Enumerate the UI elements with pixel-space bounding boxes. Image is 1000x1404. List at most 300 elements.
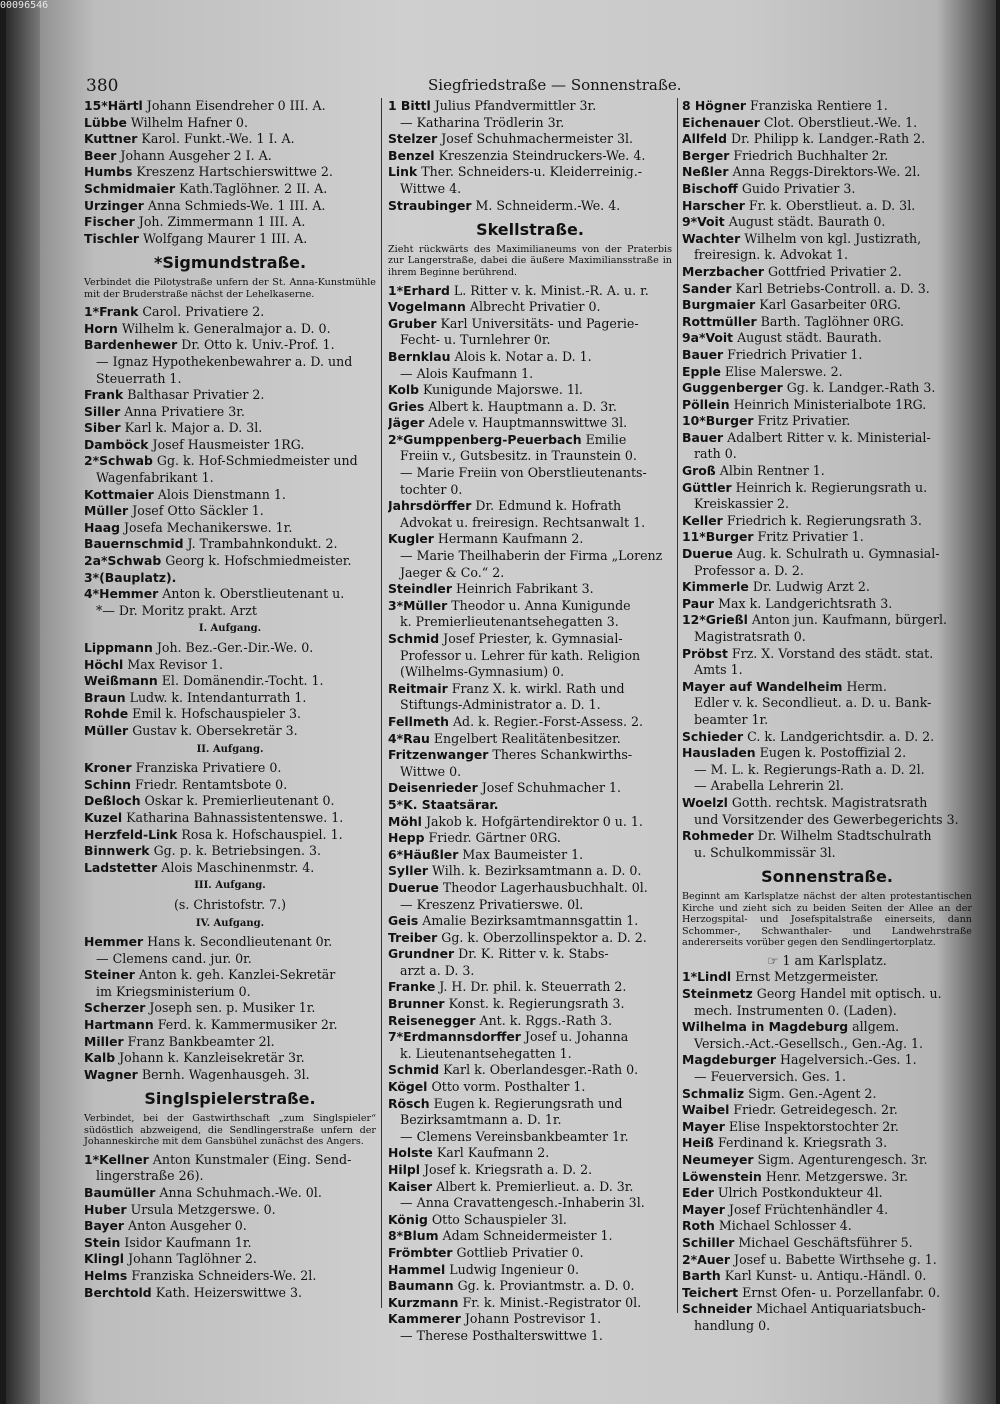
directory-entry [388, 148, 672, 165]
entry-name: 4*Rau [388, 730, 430, 746]
entry-name: Wachter [682, 230, 741, 246]
directory-entry [682, 264, 972, 281]
entry-name: Grundner [388, 946, 455, 962]
entry-details: — Clemens cand. jur. 0r. [96, 950, 252, 966]
entry-details: Dr. K. Ritter v. k. Stabs- [458, 946, 609, 962]
directory-entry [84, 148, 376, 165]
entry-continuation [388, 1112, 672, 1129]
entry-details: Barth. Taglöhner 0RG. [760, 313, 905, 329]
entry-details: Engelbert Realitätenbesitzer. [433, 730, 621, 746]
entry-name: Kögel [388, 1079, 428, 1095]
entry-name: Kolb [388, 382, 420, 398]
entry-name: Frömbter [388, 1244, 453, 1260]
directory-entry [682, 1135, 972, 1152]
directory-entry [388, 880, 672, 897]
directory-entry [388, 714, 672, 731]
entry-name: Merzbacher [682, 263, 764, 279]
entry-name: Löwenstein [682, 1168, 762, 1184]
entry-details: Josef k. Kriegsrath a. D. 2. [424, 1162, 593, 1177]
entry-details: L. Ritter v. k. Minist.-R. A. u. r. [453, 282, 649, 298]
entry-name: Waibel [682, 1102, 730, 1118]
entry-name: 7*Erdmannsdorffer [388, 1029, 521, 1045]
entry-continuation [388, 115, 672, 132]
entry-details: Gg. k. Oberzollinspektor a. D. 2. [441, 929, 647, 945]
entry-details: Dr. Edmund k. Hofrath [475, 498, 622, 514]
entry-details: mech. Instrumenten 0. (Laden). [694, 1002, 897, 1018]
entry-name: König [388, 1211, 428, 1227]
entry-name: Siller [84, 403, 121, 419]
entry-details: Adam Schneidermeister 1. [442, 1228, 613, 1244]
scan-id: 00096546 [0, 0, 49, 11]
entry-details: Friedrich Buchhalter 2r. [733, 147, 889, 163]
entry-details: Adele v. Hauptmannswittwe 3l. [428, 415, 628, 431]
directory-entry [388, 1179, 672, 1196]
directory-entry [682, 828, 972, 845]
entry-details: Joh. Zimmermann 1 III. A. [138, 214, 306, 230]
stairway-heading: III. Aufgang. [194, 880, 266, 892]
entry-details: k. Premierlieutenantsehegatten 3. [400, 614, 619, 630]
street-heading: Singlspielerstraße. [144, 1089, 316, 1109]
entry-name: Woelzl [682, 794, 728, 810]
entry-details: Hans k. Secondlieutenant 0r. [147, 934, 333, 950]
entry-name: Stelzer [388, 131, 438, 147]
entry-name: Reisenegger [388, 1012, 476, 1028]
entry-details: Anton jun. Kaufmann, bürgerl. [751, 612, 948, 628]
directory-entry [388, 681, 672, 698]
entry-details: Julius Pfandvermittler 3r. [434, 98, 597, 113]
directory-entry [84, 520, 376, 537]
entry-details: im Kriegsministerium 0. [96, 983, 251, 999]
directory-entry [388, 1228, 672, 1245]
entry-name: Rohde [84, 706, 129, 722]
directory-entry [84, 453, 376, 470]
directory-entry [84, 1152, 376, 1169]
entry-details: Anna Reggs-Direktors-We. 2l. [732, 164, 921, 180]
directory-entry [682, 1301, 972, 1318]
directory-entry [84, 487, 376, 504]
entry-continuation [682, 1003, 972, 1020]
directory-entry [84, 843, 376, 860]
entry-details: Kath.Taglöhner. 2 II. A. [179, 180, 328, 196]
entry-name: Höchl [84, 656, 124, 672]
entry-details: Georg Handel mit optisch. u. [756, 986, 942, 1002]
directory-entry [84, 810, 376, 827]
directory-entry [388, 814, 672, 831]
entry-details: Sigm. Gen.-Agent 2. [748, 1085, 877, 1101]
entry-name: Berchtold [84, 1284, 152, 1300]
directory-entry [682, 679, 972, 696]
entry-details: — Therese Posthalterswittwe 1. [400, 1327, 603, 1343]
entry-name: Teichert [682, 1284, 739, 1300]
entry-details: Ferdinand k. Kriegsrath 3. [717, 1135, 888, 1151]
entry-continuation [682, 563, 972, 580]
entry-name: Humbs [84, 164, 133, 180]
entry-details: Konst. k. Regierungsrath 3. [448, 996, 625, 1012]
column-right [682, 98, 972, 1335]
entry-name: Herzfeld-Link [84, 826, 178, 842]
entry-details: Wilhelm von kgl. Justizrath, [744, 230, 922, 246]
directory-entry [388, 747, 672, 764]
entry-name: Horn [84, 320, 118, 336]
entry-name: Siber [84, 420, 121, 436]
column-left [84, 98, 376, 1301]
entry-name: Rohmeder [682, 828, 754, 844]
directory-entry [388, 399, 672, 416]
directory-entry [388, 498, 672, 515]
entry-name: Steinmetz [682, 986, 753, 1002]
entry-details: Gg. k. Hof-Schmiedmeister und [156, 453, 358, 469]
entry-details: Amts 1. [694, 662, 743, 678]
directory-entry [84, 690, 376, 707]
directory-entry [388, 415, 672, 432]
entry-name: 2a*Schwab [84, 553, 162, 569]
directory-entry [682, 430, 972, 447]
entry-details: Jaeger & Co.“ 2. [400, 564, 505, 580]
entry-name: Kottmaier [84, 486, 154, 502]
entry-details: Karl k. Major a. D. 3l. [124, 420, 263, 436]
entry-details: Magistratsrath 0. [694, 629, 806, 644]
entry-details: — Feuerversich. Ges. 1. [694, 1069, 846, 1085]
entry-name: Wilhelma in Magdeburg [682, 1019, 849, 1035]
entry-continuation [682, 446, 972, 463]
entry-details: Wilhelm k. Generalmajor a. D. 0. [121, 320, 331, 336]
entry-details: Otto vorm. Posthalter 1. [431, 1079, 586, 1095]
directory-entry [682, 148, 972, 165]
entry-continuation [388, 1195, 672, 1212]
directory-entry [388, 797, 672, 814]
directory-entry [84, 1034, 376, 1051]
entry-details: Aug. k. Schulrath u. Gymnasial- [736, 546, 940, 562]
entry-details: Otto Schauspieler 3l. [431, 1211, 567, 1227]
entry-name: Tischler [84, 230, 140, 246]
directory-entry [388, 913, 672, 930]
entry-details: Stiftungs-Administrator a. D. 1. [400, 697, 601, 713]
entry-name: 1*Kellner [84, 1151, 149, 1167]
entry-details: beamter 1r. [694, 711, 769, 727]
entry-continuation [84, 470, 376, 487]
directory-entry [682, 579, 972, 596]
entry-details: Katharina Bahnassistentenswe. 1. [126, 809, 344, 825]
entry-continuation [84, 984, 376, 1001]
entry-continuation [388, 366, 672, 383]
directory-entry [388, 1311, 672, 1328]
entry-name: Baumüller [84, 1185, 156, 1200]
directory-entry [682, 347, 972, 364]
directory-entry [388, 780, 672, 797]
entry-name: 5*K. Staatsärar. [388, 796, 499, 812]
entry-details: — Ignaz Hypothekenbewahrer a. D. und [96, 353, 353, 369]
entry-name: Stein [84, 1234, 121, 1250]
entry-details: Kreszenzia Steindruckers-We. 4. [438, 147, 646, 163]
entry-details: arzt a. D. 3. [400, 962, 475, 978]
entry-details: handlung 0. [694, 1317, 771, 1333]
entry-name: Benzel [388, 147, 435, 163]
directory-entry [682, 969, 972, 986]
entry-details: Alois k. Notar a. D. 1. [454, 348, 592, 364]
entry-continuation [84, 371, 376, 388]
entry-details: Joh. Bez.-Ger.-Dir.-We. 0. [156, 640, 314, 655]
entry-details: Franz X. k. wirkl. Rath und [451, 680, 625, 696]
entry-details: Georg k. Hofschmiedmeister. [165, 553, 352, 569]
entry-name: Hausladen [682, 745, 756, 761]
entry-name: Schinn [84, 776, 131, 792]
directory-entry [84, 131, 376, 148]
entry-details: Johann k. Kanzleisekretär 3r. [119, 1050, 305, 1066]
entry-details: — Anna Cravattengesch.-Inhaberin 3l. [400, 1195, 645, 1211]
directory-entry [682, 397, 972, 414]
directory-entry [388, 1145, 672, 1162]
directory-entry [682, 729, 972, 746]
entry-name: Berger [682, 147, 730, 163]
entry-details: Michael Antiquariatsbuch- [755, 1301, 926, 1317]
entry-name: Kuttner [84, 131, 138, 147]
directory-entry [84, 570, 376, 587]
entry-name: Schiller [682, 1234, 735, 1250]
directory-entry [682, 214, 972, 231]
entry-continuation [388, 648, 672, 665]
directory-entry [84, 198, 376, 215]
directory-entry [84, 1251, 376, 1268]
entry-continuation [84, 603, 376, 620]
entry-details: Karol. Funkt.-We. 1 I. A. [141, 131, 295, 147]
entry-name: 15*Härtl [84, 98, 143, 113]
entry-name: Straubinger [388, 197, 472, 213]
entry-details: Versich.-Act.-Gesellsch., Gen.-Ag. 1. [694, 1035, 923, 1051]
entry-details: Elise Inspektorstochter 2r. [728, 1118, 899, 1134]
directory-entry [388, 432, 672, 449]
directory-entry [84, 98, 376, 115]
entry-details: — M. L. k. Regierungs-Rath a. D. 2l. [694, 761, 925, 777]
directory-entry [84, 760, 376, 777]
directory-entry [84, 536, 376, 553]
directory-entry [388, 1245, 672, 1262]
entry-details: Ludw. k. Intendanturrath 1. [129, 689, 307, 705]
entry-details: Gg. k. Proviantmstr. a. D. 0. [457, 1278, 635, 1294]
directory-entry [388, 1295, 672, 1312]
entry-continuation [84, 951, 376, 968]
entry-details: Heinrich Ministerialbote 1RG. [733, 396, 927, 412]
directory-entry [388, 631, 672, 648]
entry-details: Fr. k. Oberstlieut. a. D. 3l. [748, 197, 916, 213]
entry-name: 11*Burger [682, 529, 754, 545]
entry-name: Deßloch [84, 793, 141, 809]
entry-details: Wolfgang Maurer 1 III. A. [143, 230, 308, 246]
entry-details: Franz Bankbeamter 2l. [127, 1033, 275, 1049]
directory-entry [388, 1278, 672, 1295]
entry-details: — Marie Theilhaberin der Firma „Lorenz [400, 548, 663, 564]
entry-name: 6*Häußler [388, 846, 459, 862]
entry-details: Alois Maschinenmstr. 4. [161, 859, 315, 875]
directory-entry [682, 131, 972, 148]
entry-name: Reitmair [388, 680, 448, 696]
entry-details: — Marie Freiin von Oberstlieutenants- [400, 465, 647, 481]
entry-name: Baumann [388, 1278, 454, 1294]
entry-details: Ant. k. Rggs.-Rath 3. [479, 1012, 613, 1028]
entry-continuation [388, 963, 672, 980]
entry-details: Anton k. Oberstlieutenant u. [162, 586, 345, 602]
entry-details: El. Domänendir.-Tocht. 1. [161, 673, 324, 689]
entry-name: Beer [84, 147, 117, 163]
entry-details: Professor u. Lehrer für kath. Religion [400, 647, 641, 663]
entry-details: Karl Kaufmann 2. [436, 1145, 550, 1161]
entry-name: Hepp [388, 830, 425, 846]
entry-details: Fritz Privatier 1. [757, 529, 864, 545]
entry-details: Anna Schmieds-We. 1 III. A. [147, 197, 326, 213]
entry-details: Bezirksamtmann a. D. 1r. [400, 1112, 562, 1128]
entry-name: Braun [84, 689, 126, 705]
entry-name: Hartmann [84, 1017, 154, 1033]
entry-name: Rottmüller [682, 313, 757, 329]
entry-name: Burgmaier [682, 297, 756, 313]
entry-details: M. Schneiderm.-We. 4. [475, 197, 621, 213]
entry-details: Gotth. rechtsk. Magistratsrath [731, 794, 928, 810]
entry-name: Kroner [84, 760, 132, 776]
directory-entry [84, 1000, 376, 1017]
entry-continuation [682, 1318, 972, 1335]
directory-entry [84, 1185, 376, 1202]
street-description: Verbindet, bei der Gastwirthschaft „zum Singlspieler“ südöstlich abzweigend, die Sendlingerstraße unfern der Johanneskirche mit dem Gansbühel zunächst des Angers. [84, 1113, 376, 1148]
entry-details: Friedrich k. Regierungsrath 3. [726, 512, 922, 528]
entry-name: Gries [388, 398, 425, 414]
entry-details: Wittwe 4. [400, 180, 462, 196]
entry-name: Pöllein [682, 396, 730, 412]
entry-name: Huber [84, 1201, 127, 1217]
stairway-heading: I. Aufgang. [198, 623, 262, 635]
directory-entry [682, 596, 972, 613]
entry-details: Dr. Ludwig Arzt 2. [752, 579, 870, 595]
directory-entry [388, 996, 672, 1013]
entry-details: Friedr. Rentamtsbote 0. [135, 776, 288, 792]
entry-name: Ladstetter [84, 859, 158, 875]
entry-details: Sigm. Agenturengesch. 3r. [757, 1152, 928, 1167]
entry-name: Geis [388, 913, 419, 929]
entry-details: Anna Privatiere 3r. [124, 403, 245, 419]
directory-entry [84, 181, 376, 198]
entry-details: Karl Kunst- u. Antiqu.-Händl. 0. [724, 1268, 927, 1284]
directory-entry [682, 1102, 972, 1119]
entry-continuation [84, 1168, 376, 1185]
directory-entry [682, 231, 972, 248]
entry-name: Bernklau [388, 348, 451, 364]
directory-entry [84, 934, 376, 951]
entry-details: — Kreszenz Privatierswe. 0l. [400, 896, 584, 912]
entry-name: Allfeld [682, 131, 727, 147]
entry-name: Miller [84, 1033, 124, 1049]
directory-entry [388, 299, 672, 316]
entry-name: Bayer [84, 1218, 125, 1234]
entry-name: Steindler [388, 581, 452, 597]
entry-details: Ferd. k. Kammermusiker 2r. [157, 1017, 338, 1033]
entry-name: Müller [84, 503, 129, 519]
entry-continuation [682, 1069, 972, 1086]
entry-name: Lippmann [84, 640, 153, 655]
entry-details: freiresign. k. Advokat 1. [694, 247, 849, 263]
entry-details: Albrecht Privatier 0. [469, 299, 601, 315]
entry-name: 1 Bittl [388, 98, 431, 113]
entry-name: Frank [84, 387, 124, 403]
entry-name: Scherzer [84, 1000, 146, 1016]
entry-details: Josef u. Johanna [524, 1029, 629, 1045]
directory-entry [682, 164, 972, 181]
entry-name: Lübbe [84, 114, 127, 130]
directory-entry [682, 1285, 972, 1302]
page-number: 380 [86, 76, 119, 96]
entry-details: Max Baumeister 1. [462, 846, 584, 862]
entry-name: Eder [682, 1185, 714, 1201]
directory-entry [388, 316, 672, 333]
entry-name: Kugler [388, 531, 434, 547]
entry-details: Gottfried Privatier 2. [767, 263, 902, 279]
entry-name: Deisenrieder [388, 780, 478, 796]
entry-name: Kurzmann [388, 1294, 459, 1310]
entry-details: Balthasar Privatier 2. [127, 387, 265, 403]
book-spine-shadow [6, 0, 40, 1404]
entry-details: Professor a. D. 2. [694, 562, 804, 578]
entry-details: Dr. Wilhelm Stadtschulrath [757, 828, 932, 844]
entry-continuation [388, 565, 672, 582]
directory-entry [84, 404, 376, 421]
entry-name: Urzinger [84, 197, 144, 213]
entry-details: Friedr. Gärtner 0RG. [428, 830, 561, 846]
column-rule [381, 98, 382, 1308]
entry-name: Klingl [84, 1251, 125, 1267]
entry-details: Franziska Privatiere 0. [135, 760, 282, 776]
entry-name: 10*Burger [682, 413, 754, 429]
column-middle [388, 98, 672, 1345]
directory-entry [84, 387, 376, 404]
directory-entry [682, 330, 972, 347]
entry-details: Max k. Landgerichtsrath 3. [718, 595, 893, 611]
entry-name: Kalb [84, 1050, 116, 1066]
entry-details: August städt. Baurath. [737, 330, 882, 346]
entry-details: Gottlieb Privatier 0. [456, 1244, 584, 1260]
entry-name: Syller [388, 863, 429, 879]
entry-details: Frz. X. Vorstand des städt. stat. [731, 645, 934, 661]
entry-details: Wilhelm Hafner 0. [130, 114, 248, 130]
entry-name: Schieder [682, 728, 744, 744]
entry-name: Jahrsdörffer [388, 498, 472, 514]
directory-entry [84, 586, 376, 603]
entry-continuation [682, 247, 972, 264]
entry-continuation [682, 1036, 972, 1053]
entry-details: Bernh. Wagenhausgeh. 3l. [141, 1066, 310, 1082]
entry-details: Gustav k. Obersekretär 3. [132, 722, 298, 738]
entry-name: Müller [84, 722, 129, 738]
directory-entry [388, 946, 672, 963]
directory-entry [84, 553, 376, 570]
entry-name: Roth [682, 1218, 715, 1234]
entry-details: Josef Otto Säckler 1. [132, 503, 264, 519]
entry-continuation [682, 812, 972, 829]
entry-continuation [84, 354, 376, 371]
entry-details: Alois Dienstmann 1. [157, 486, 286, 502]
entry-name: Harscher [682, 197, 745, 213]
entry-name: 4*Hemmer [84, 586, 159, 602]
entry-name: 9a*Voit [682, 330, 734, 346]
entry-name: Kimmerle [682, 579, 749, 595]
entry-details: Adalbert Ritter v. k. Ministerial- [727, 429, 931, 445]
entry-name: 1*Frank [84, 304, 139, 320]
entry-details: Anton Ausgeher 0. [128, 1218, 247, 1234]
entry-details: Albert k. Premierlieut. a. D. 3r. [436, 1178, 634, 1194]
entry-name: 2*Gumppenberg-Peuerbach [388, 431, 582, 447]
directory-entry [84, 860, 376, 877]
entry-name: Steiner [84, 967, 135, 983]
directory-entry [682, 463, 972, 480]
entry-details: Eugen k. Postoffizial 2. [759, 745, 907, 761]
directory-entry [84, 640, 376, 657]
entry-details: J. H. Dr. phil. k. Steuerrath 2. [439, 979, 627, 995]
